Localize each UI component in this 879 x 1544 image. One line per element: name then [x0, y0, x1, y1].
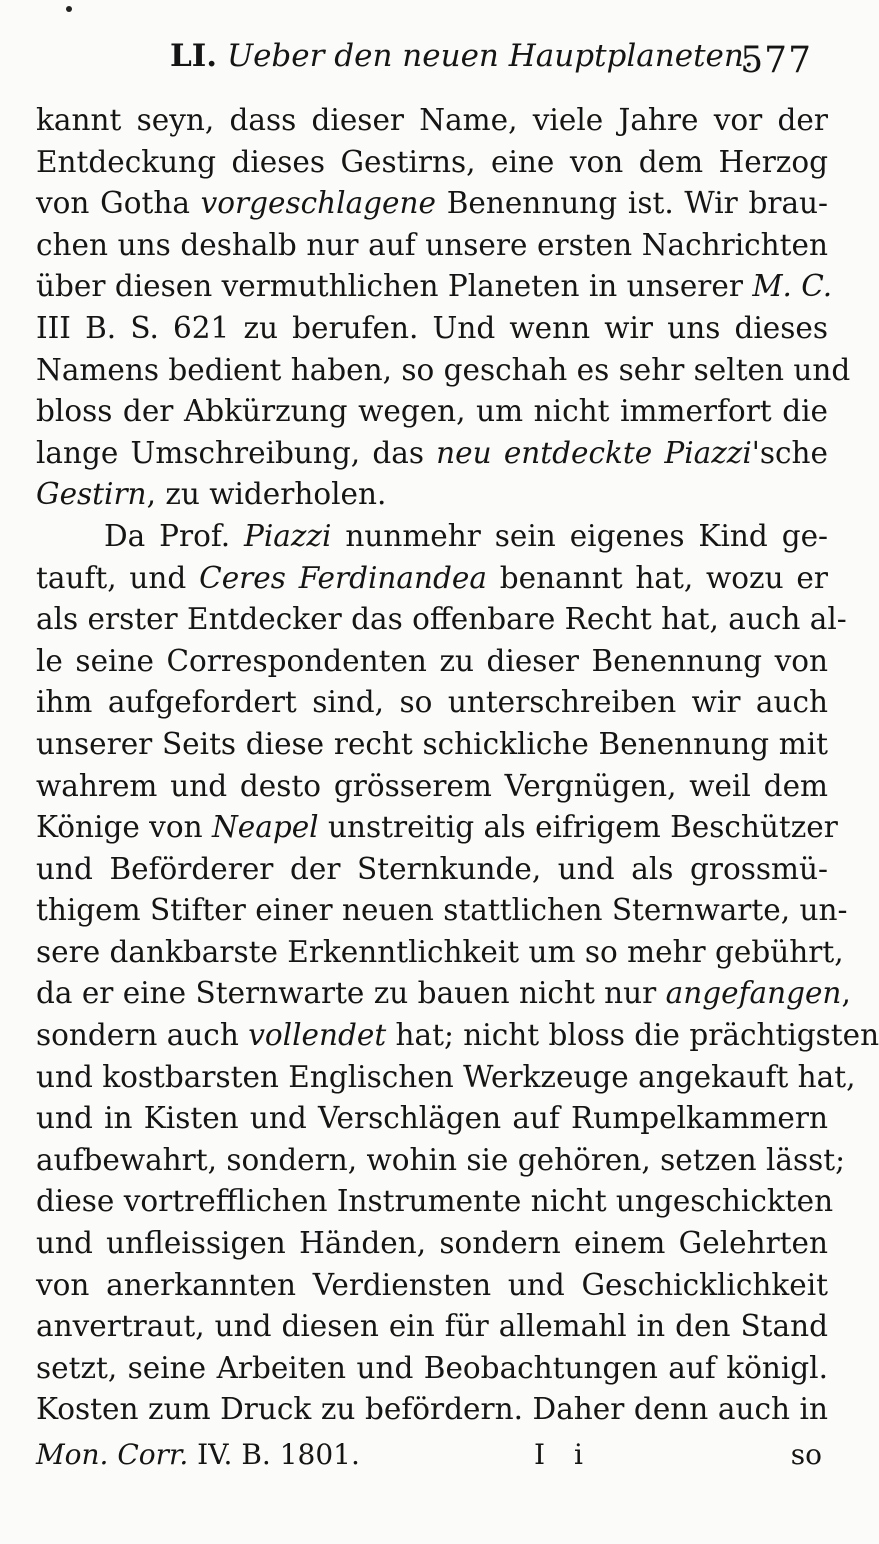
text-line: und kostbarsten Englischen Werkzeuge angekauft hat,: [36, 1059, 856, 1094]
text-line: le seine Correspondenten zu dieser Benennung von: [36, 643, 828, 678]
text-line: setzt, seine Arbeiten und Beobachtungen auf königl.: [36, 1350, 828, 1385]
italic-segment: Gestirn: [36, 477, 147, 512]
italic-segment: vollendet: [248, 1018, 387, 1053]
text-segment: nunmehr sein eigenes Kind ge-: [331, 518, 829, 553]
italic-segment: neu entdeckte Piazzi: [436, 435, 752, 470]
text-line: unserer Seits diese recht schickliche Benennung mit: [36, 726, 828, 761]
text-line: III B. S. 621 zu berufen. Und wenn wir uns dieses: [36, 310, 828, 345]
text-segment: ,: [841, 976, 851, 1011]
text-line: kannt seyn, dass dieser Name, viele Jahre vor der: [36, 103, 828, 137]
text-segment: sondern auch: [36, 1018, 249, 1053]
text-line: und unfleissigen Händen, sondern einem Gelehrten: [36, 1226, 828, 1261]
text-segment: benannt hat, wozu er: [486, 560, 828, 595]
text-segment: Benennung ist. Wir brau-: [435, 186, 828, 221]
italic-segment: Neapel: [211, 810, 319, 845]
text-line: [36, 807, 838, 849]
text-line: [36, 973, 851, 1015]
text-line: [36, 516, 828, 558]
text-segment: da er eine Sternwarte zu bauen nicht nur: [36, 976, 666, 1011]
chapter-title: Ueber den neuen Hauptplaneten.: [226, 38, 754, 74]
volume-year: IV. B. 1801.: [197, 1438, 360, 1471]
running-header: [0, 38, 864, 88]
page-number: 577: [740, 40, 812, 81]
text-line: von anerkannten Verdiensten und Geschicklichkeit: [36, 1267, 828, 1302]
text-segment: Da Prof.: [104, 518, 245, 553]
text-line: und Beförderer der Sternkunde, und als grossmü-: [36, 851, 828, 886]
text-segment: tauft, und: [36, 560, 200, 595]
italic-segment: angefangen: [665, 976, 842, 1011]
text-segment: über diesen vermuthlichen Planeten in unserer: [36, 269, 753, 304]
italic-segment: vorgeschlagene: [200, 186, 436, 221]
text-line: wahrem und desto grösserem Vergnügen, weil dem: [36, 768, 828, 803]
italic-segment: Ceres Ferdinandea: [199, 560, 487, 595]
text-segment: unstreitig als eifrigem Beschützer: [318, 810, 838, 845]
text-segment: Könige von: [36, 810, 212, 845]
body-text: [36, 100, 879, 1431]
paragraph: [36, 100, 851, 516]
text-line: Entdeckung dieses Gestirns, eine von dem Herzog: [36, 144, 828, 179]
text-line: [36, 1015, 879, 1057]
text-segment: , zu widerholen.: [146, 477, 387, 512]
text-line: [36, 558, 828, 600]
text-line: Kosten zum Druck zu befördern. Daher denn auch in: [36, 1392, 828, 1427]
text-line: Namens bedient haben, so geschah es sehr selten und: [36, 352, 851, 387]
ink-speck: [66, 6, 72, 12]
signature-line: [36, 1438, 360, 1471]
paragraph: [36, 516, 879, 1431]
sheet-signature-mark: I i: [534, 1438, 593, 1471]
italic-segment: M. C.: [752, 269, 833, 304]
chapter-number: LI.: [170, 38, 218, 74]
text-line: sere dankbarste Erkenntlichkeit um so mehr gebührt,: [36, 934, 844, 969]
text-segment: von Gotha: [36, 186, 201, 221]
text-line: und in Kisten und Verschlägen auf Rumpelkammern: [36, 1101, 828, 1136]
text-segment: hat; nicht bloss die prächtigsten: [386, 1018, 879, 1053]
text-line: als erster Entdecker das offenbare Recht hat, auch al-: [36, 602, 847, 637]
text-line: aufbewahrt, sondern, wohin sie gehören, setzen lässt;: [36, 1142, 846, 1177]
page-footer: [36, 1438, 828, 1480]
text-line: bloss der Abkürzung wegen, um nicht immerfort die: [36, 394, 828, 429]
text-segment: 'sche: [751, 435, 828, 470]
catchword: so: [790, 1438, 822, 1471]
text-segment: lange Umschreibung, das: [36, 435, 437, 470]
journal-abbreviation: Mon. Corr.: [36, 1438, 189, 1471]
text-line: ihm aufgefordert sind, so unterschreiben wir auch: [36, 685, 828, 720]
italic-segment: Piazzi: [244, 518, 332, 553]
text-line: diese vortrefflichen Instrumente nicht ungeschickten: [36, 1184, 834, 1219]
running-title: [170, 38, 754, 74]
text-line: anvertraut, und diesen ein für allemahl in den Stand: [36, 1309, 828, 1344]
text-line: [36, 474, 828, 516]
text-line: [36, 266, 833, 308]
text-line: [36, 433, 828, 475]
text-line: thigem Stifter einer neuen stattlichen Sternwarte, un-: [36, 893, 848, 928]
text-line: chen uns deshalb nur auf unsere ersten Nachrichten: [36, 227, 828, 262]
text-line: [36, 183, 828, 225]
